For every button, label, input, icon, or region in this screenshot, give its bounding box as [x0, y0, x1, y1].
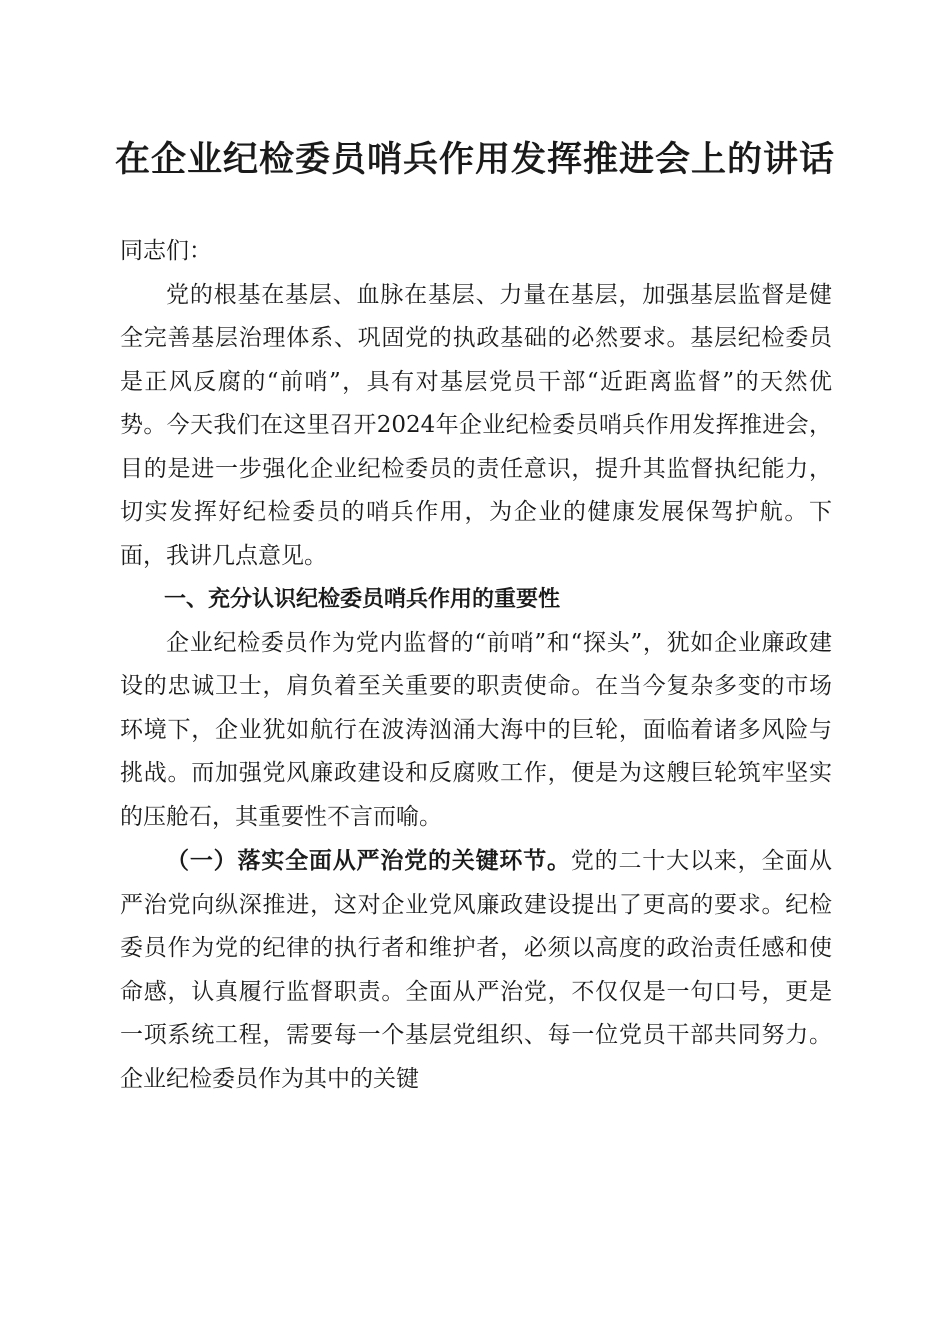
paragraph-intro: 党的根基在基层、血脉在基层、力量在基层，加强基层监督是健全完善基层治理体系、巩固党的执政基础的必然要求。基层纪检委员是正风反腐的“前哨”，具有对基层党员干部“近距离监督”的天然优势。今天我们在这里召开2024年企业纪检委员哨兵作用发挥推进会，目的是进一步强化企业纪检委员的责任意识，提升其监督执纪能力，切实发挥好纪检委员的哨兵作用，为企业的健康发展保驾护航。下面，我讲几点意见。 — [120, 281, 832, 569]
document-body — [120, 230, 832, 1101]
subsection-1-text: 党的二十大以来，全面从严治党向纵深推进，这对企业党风廉政建设提出了更高的要求。纪检委员作为党的纪律的执行者和维护者，必须以高度的政治责任感和使命感，认真履行监督职责。全面从严治党，不仅仅是一句口号，更是一项系统工程，需要每一个基层党组织、每一位党员干部共同努力。企业纪检委员作为其中的关键 — [120, 848, 833, 1092]
document-title: 在企业纪检委员哨兵作用发挥推进会上的讲话 — [114, 139, 835, 180]
salutation: 同志们： — [120, 238, 212, 264]
subsection-heading-1: （一）落实全面从严治党的关键环节。 — [166, 847, 571, 874]
paragraph-subsection-1 — [120, 839, 832, 1101]
paragraph-importance: 企业纪检委员作为党内监督的“前哨”和“探头”，犹如企业廉政建设的忠诚卫士，肩负着至关重要的职责使命。在当今复杂多变的市场环境下，企业犹如航行在波涛汹涌大海中的巨轮，面临着诸多风险与挑战。而加强党风廉政建设和反腐败工作，便是为这艘巨轮筑牢坚实的压舱石，其重要性不言而喻。 — [120, 629, 832, 830]
section-heading-1: 一、充分认识纪检委员哨兵作用的重要性 — [164, 587, 561, 612]
